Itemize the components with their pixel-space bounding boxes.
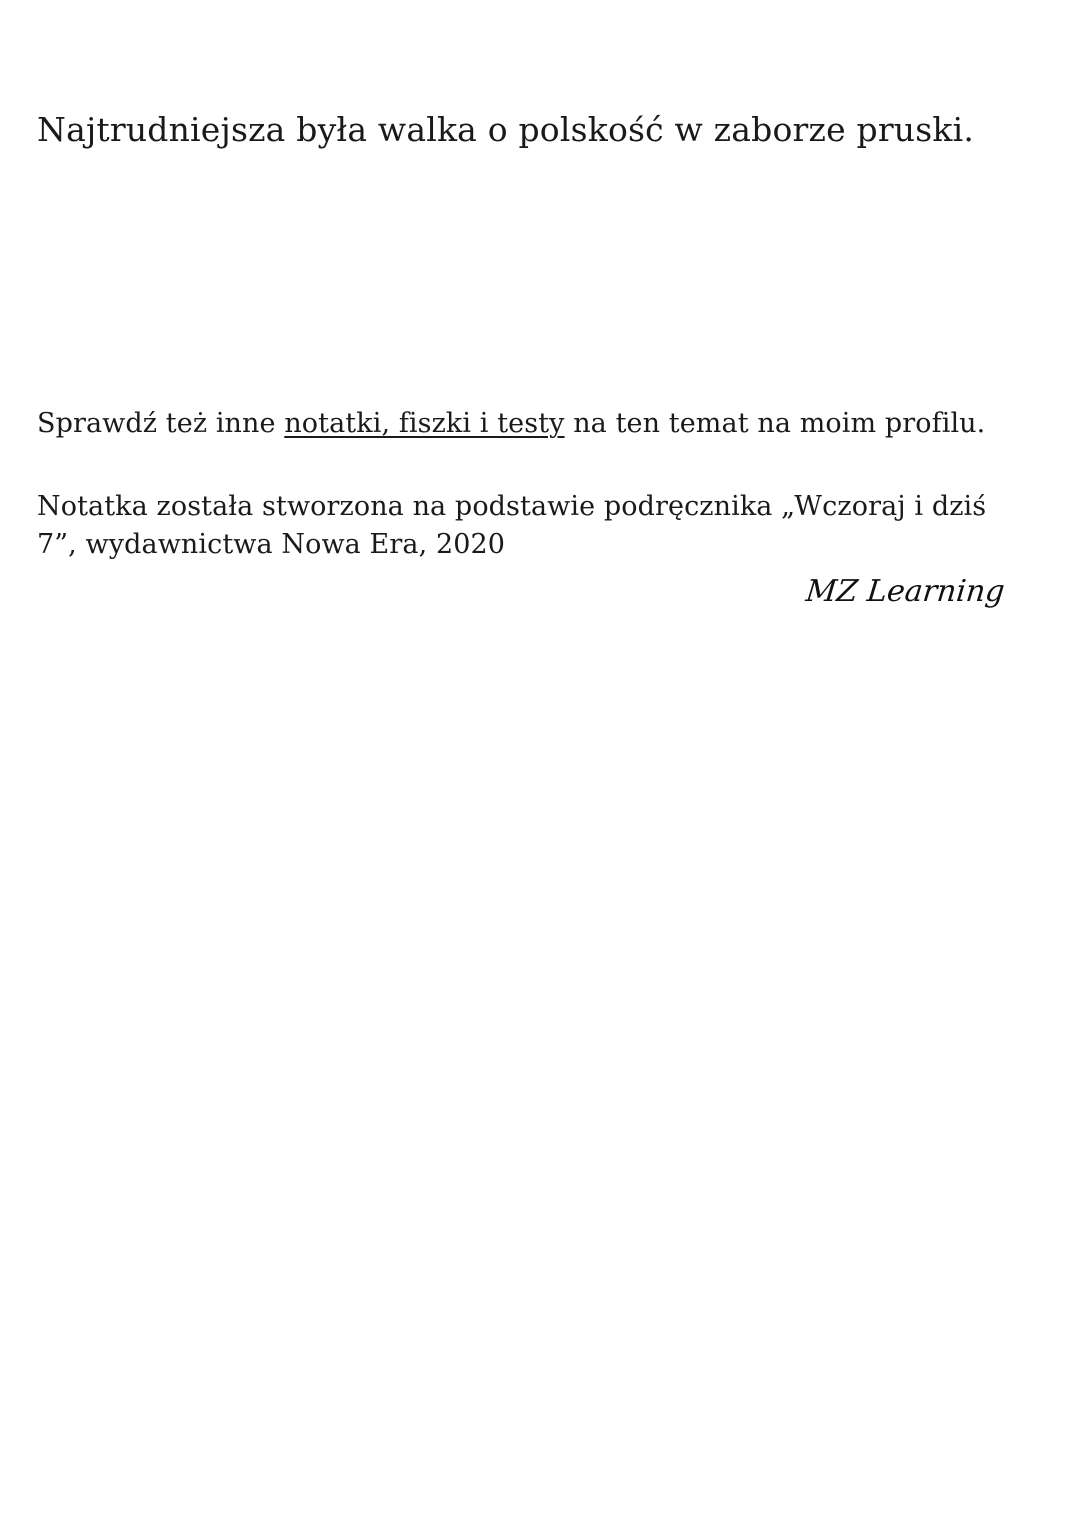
profile-note [37, 405, 1047, 443]
source-note [37, 488, 1037, 564]
profile-note-suffix: na ten temat na moim profilu. [564, 408, 986, 439]
profile-note-link[interactable]: notatki, fiszki i testy [284, 408, 565, 439]
author-signature: MZ Learning [803, 574, 1006, 609]
heading-text: Najtrudniejsza była walka o polskość w zaborze pruski. [37, 110, 975, 149]
source-note-line-2: 7”, wydawnictwa Nowa Era, 2020 [37, 529, 506, 560]
profile-note-prefix: Sprawdź też inne [37, 408, 285, 439]
source-note-line-1: Notatka została stworzona na podstawie podręcznika „Wczoraj i dziś [37, 491, 987, 522]
